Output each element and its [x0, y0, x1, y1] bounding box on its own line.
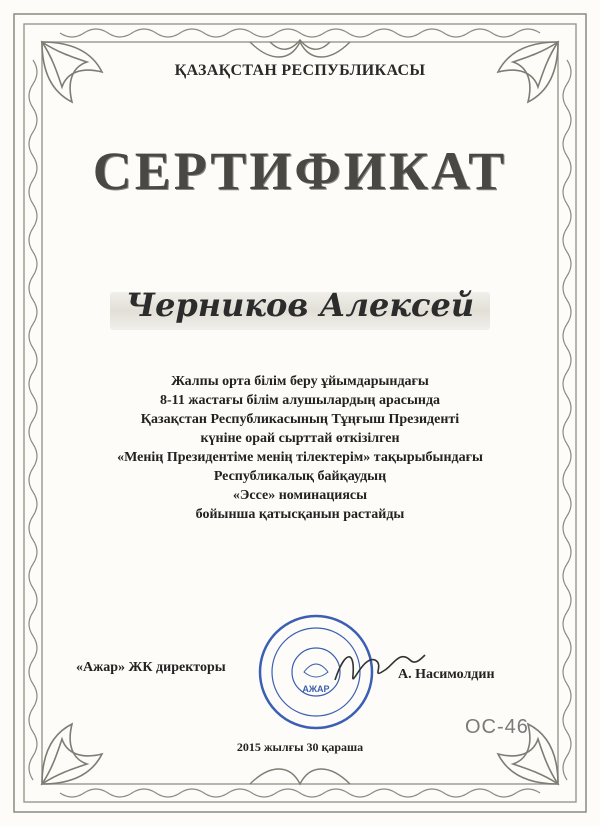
- body-line: күніне орай сырттай өткізілген: [200, 431, 400, 446]
- country-heading: ҚАЗАҚСТАН РЕСПУБЛИКАСЫ: [174, 62, 426, 79]
- body-line: бойынша қатысқанын растайды: [195, 507, 405, 522]
- body-line: «Менің Президентіме менің тілектерім» тақырыбындағы: [117, 450, 483, 465]
- body-line: Қазақстан Республикасының Тұңғыш Президенті: [140, 412, 460, 427]
- issue-date: 2015 жылғы 30 қараша: [236, 740, 364, 754]
- registration-number: ОС-46: [465, 716, 529, 738]
- signer-name: А. Насимолдин: [398, 667, 495, 682]
- recipient-name: Черников Алексей: [125, 286, 475, 324]
- certificate-title: СЕРТИФИКАТ: [92, 141, 508, 201]
- body-line: 8-11 жастағы білім алушылардың арасында: [159, 393, 441, 408]
- body-line: «Эссе» номинациясы: [232, 488, 368, 503]
- body-line: Жалпы орта білім беру ұйымдарындағы: [171, 374, 429, 389]
- body-line: Республикалық байқаудың: [213, 469, 387, 484]
- organization-label: «Ажар» ЖК директоры: [76, 660, 226, 675]
- svg-text:АЖАР: АЖАР: [302, 684, 330, 694]
- certificate-body: [60, 372, 540, 524]
